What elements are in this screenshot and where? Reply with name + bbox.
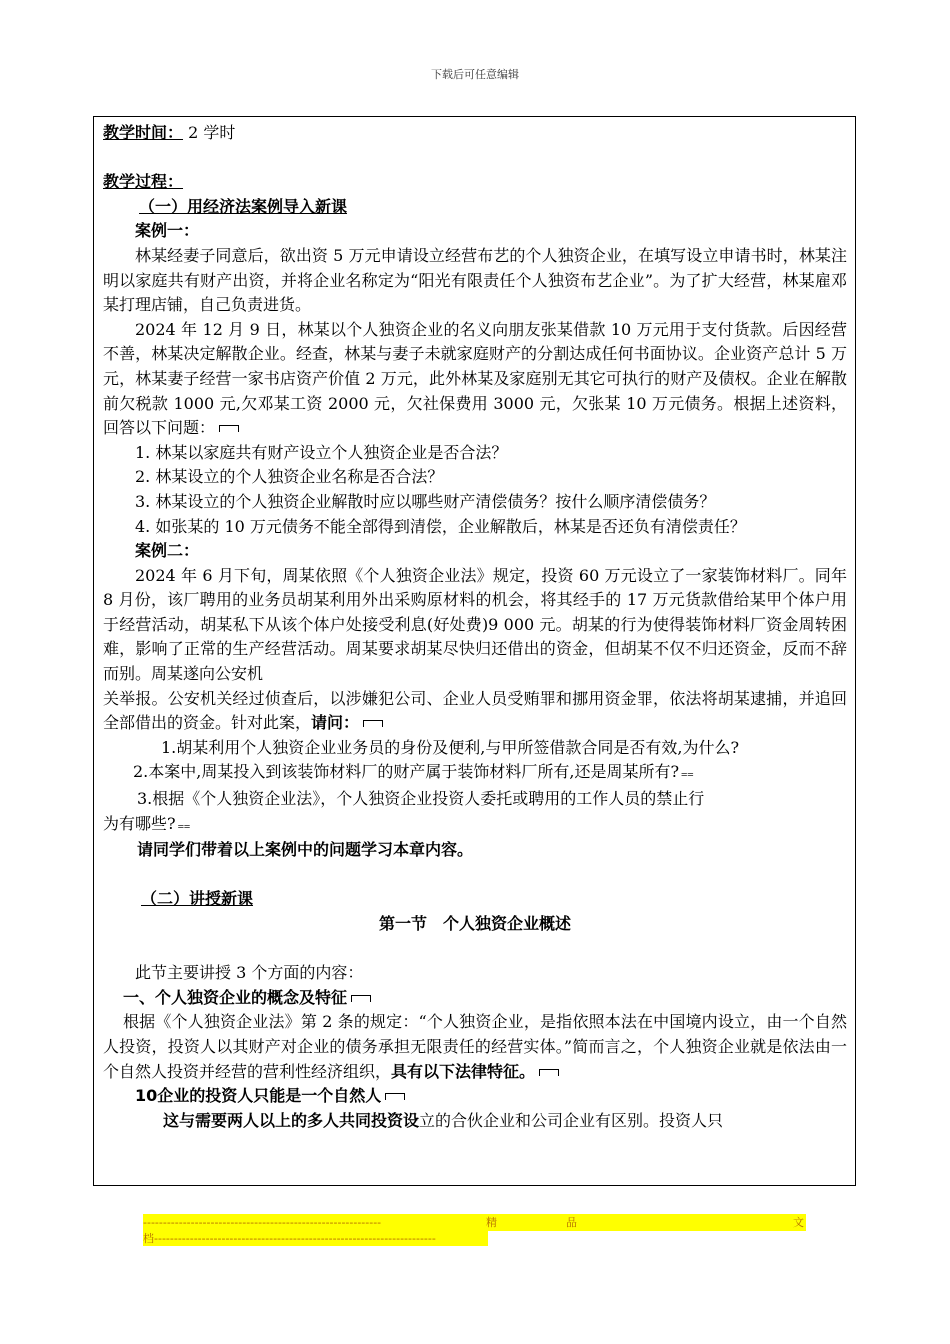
line-break-mark-icon: ⩵ <box>177 818 191 832</box>
process-line <box>103 170 847 195</box>
case2-question-3b: 为有哪些? ⩵ <box>103 813 191 833</box>
footer-word-2: 品 <box>566 1216 577 1229</box>
feature-1-heading: 10企业的投资人只能是一个自然人 <box>103 1084 847 1109</box>
case2-question-3a: 3.根据《个人独资企业法》，个人独资企业投资人委托或聘用的工作人员的禁止行 <box>137 789 705 809</box>
section-heading-1: （一）用经济法案例导入新课 <box>139 196 348 216</box>
paragraph-mark-icon <box>385 1093 405 1100</box>
case-end-note: 请同学们带着以上案例中的问题学习本章内容。 <box>137 840 474 860</box>
paragraph-mark-icon <box>351 995 371 1002</box>
footer-word-3: 文 <box>793 1216 804 1229</box>
case1-paragraph-2: 2024 年 12 月 9 日，林某以个人独资企业的名义向朋友张某借款 10 万元用于支付货款。后因经营不善，林某决定解散企业。经查，林某与妻子未就家庭财产的分割达成任何书面协议。企业资产总计 5 万元，林某妻子经营一家书店资产价值 2 万元，此外林某及家庭别无其它可执行的财产及债权。企业在解散前欠税款 1000 元,欠邓某工资 2000 元，欠社保费用 3000 元，欠张某 10 万元债务。根据上述资料，回答以下问题： <box>103 319 847 438</box>
process-label: 教学过程： <box>103 172 184 192</box>
footer-dashes-left: ------------------------------------------------------------ <box>143 1216 382 1229</box>
paragraph-mark-icon <box>219 425 239 432</box>
chapter-title: 第一节 个人独资企业概述 <box>378 914 571 933</box>
section-heading-2: （二）讲授新课 <box>141 889 254 909</box>
case1-question-4: 4. 如张某的 10 万元债务不能全部得到清偿，企业解散后，林某是否还负有清偿责任？ <box>135 516 746 536</box>
line-break-mark-icon: ⩵ <box>681 767 694 781</box>
intro-line: 此节主要讲授 3 个方面的内容： <box>135 963 364 983</box>
paragraph-mark-icon <box>539 1069 559 1076</box>
case2-ask: 请问： <box>311 713 360 733</box>
case2-paragraph-2: 关举报。公安机关经过侦查后，以涉嫌犯公司、企业人员受贿罪和挪用资金罪，依法将胡某逮捕，并追回全部借出的资金。针对此案，请问： <box>103 688 847 733</box>
teach-time-value: 2 学时 <box>188 123 236 142</box>
document-frame <box>93 116 856 1186</box>
case1-question-2: 2. 林某设立的个人独资企业名称是否合法？ <box>135 467 444 487</box>
heading-concept: 一、个人独资企业的概念及特征 <box>103 986 847 1011</box>
document-content <box>103 121 847 1133</box>
case1-question-3: 3. 林某设立的个人独资企业解散时应以哪些财产清偿债务？按什么顺序清偿债务？ <box>135 491 716 511</box>
case2-question-2: 2.本案中,周某投入到该装饰材料厂的财产属于装饰材料厂所有,还是周某所有? ⩵ <box>133 762 694 782</box>
teach-time-label: 教学时间： <box>103 123 184 142</box>
definition-paragraph: 根据《个人独资企业法》第 2 条的规定：“个人独资企业，是指依照本法在中国境内设立，由一个自然人投资，投资人以其财产对企业的债务承担无限责任的经营实体。”简而言之，个人独资企业就是依法由一个自然人投资并经营的营利性经济组织，具有以下法律特征。 <box>103 1012 847 1081</box>
footer-word-1: 精 <box>486 1216 497 1229</box>
case1-title: 案例一： <box>135 221 200 241</box>
case2-paragraph-1: 2024 年 6 月下旬，周某依照《个人独资企业法》规定，投资 60 万元设立了一家装饰材料厂。同年 8 月份，该厂聘用的业务员胡某利用外出采购原材料的机会，将其经手的 17 万元货款借给某甲个体户用于经营活动，胡某私下从该个体户处接受利息(好处费)9 000 元。胡某的行为使得装饰材料厂资金周转困难，影响了正常的生产经营活动。周某要求胡某尽快归还借出的资金，但胡某不仅不归还资金，反而不辞而别。周某遂向公安机 <box>103 565 847 684</box>
case2-title: 案例二： <box>135 541 200 561</box>
case1-question-1: 1. 林某以家庭共有财产设立个人独资企业是否合法？ <box>135 442 508 462</box>
header-note: 下载后可任意编辑 <box>431 68 519 81</box>
case1-paragraph-1: 林某经妻子同意后，欲出资 5 万元申请设立经营布艺的个人独资企业，在填写设立申请书时，林某注明以家庭共有财产出资，并将企业名称定为“阳光有限责任个人独资布艺企业”。为了扩大经营，林某雇邓某打理店铺，自己负责进货。 <box>103 245 847 315</box>
case2-question-1: 1.胡某利用个人独资企业业务员的身份及便利,与甲所签借款合同是否有效,为什么? <box>161 737 740 757</box>
last-line: 这与需要两人以上的多人共同投资设立的合伙企业和公司企业有区别。投资人只 <box>163 1110 724 1130</box>
footer-line-2: 档----------------------------------------------------------------------- <box>143 1232 436 1245</box>
paragraph-mark-icon <box>363 720 383 727</box>
teach-time-line <box>103 121 847 146</box>
